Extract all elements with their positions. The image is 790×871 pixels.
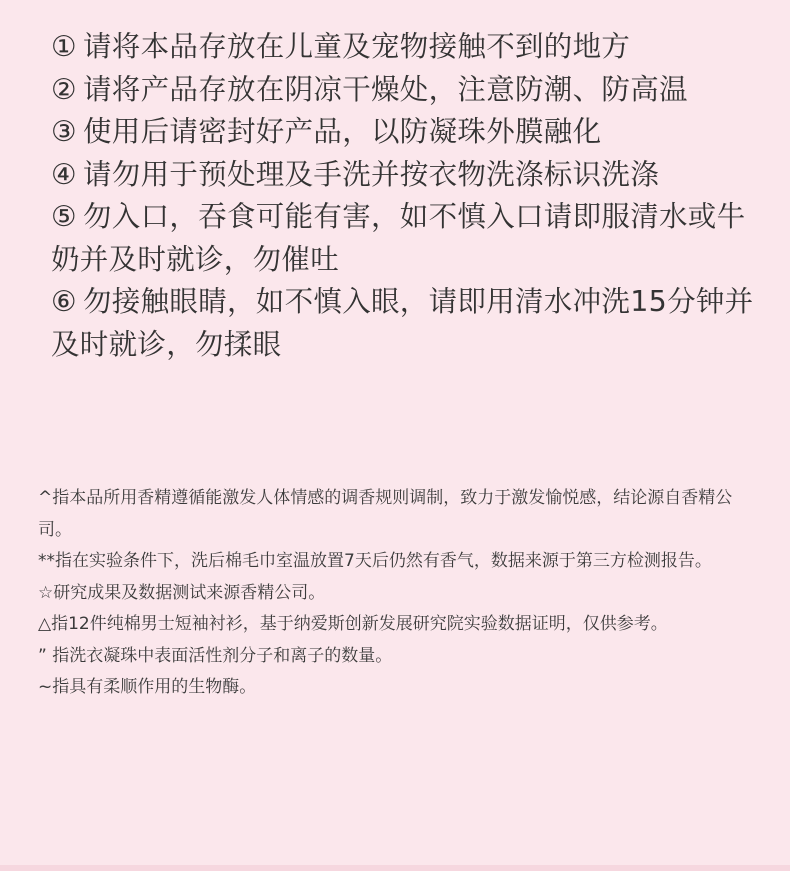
footnote-lasting-scent: **指在实验条件下，洗后棉毛巾室温放置7天后仍然有香气，数据来源于第三方检测报告。 <box>38 551 712 571</box>
warning-number: ② <box>51 72 77 106</box>
warning-number: ⑥ <box>51 285 77 318</box>
footnote-research-source: ☆研究成果及数据测试来源香精公司。 <box>38 582 326 603</box>
warning-text: 请勿用于预处理及手洗并按衣物洗涤标识洗涤 <box>83 157 660 191</box>
warning-item <box>0 196 790 281</box>
warning-item <box>0 111 790 154</box>
footnote-enzyme: ~指具有柔顺作用的生物酶。 <box>38 677 257 697</box>
bottom-divider <box>0 865 790 871</box>
warning-text: 勿入口，吞食可能有害，如不慎入口请即服清水或牛奶并及时就诊，勿催吐 <box>51 200 746 276</box>
warning-item <box>0 154 790 197</box>
warning-text: 请将本品存放在儿童及宠物接触不到的地方 <box>83 30 631 63</box>
warning-text: 请将产品存放在阴凉干燥处，注意防潮、防高温 <box>83 72 688 106</box>
warning-item <box>0 26 790 69</box>
warning-number: ⑤ <box>51 200 77 233</box>
warning-list <box>0 26 790 366</box>
footnote-fragrance: ^指本品所用香精遵循能激发人体情感的调香规则调制，致力于激发愉悦感，结论源自香精公司。 <box>38 488 733 540</box>
warning-text: 勿接触眼睛，如不慎入眼，请即用清水冲洗15分钟并及时就诊，勿揉眼 <box>51 285 754 361</box>
warning-item <box>0 281 790 366</box>
warning-number: ① <box>51 30 77 63</box>
footnote-surfactant: ” 指洗衣凝珠中表面活性剂分子和离子的数量。 <box>38 645 393 666</box>
warning-item <box>0 69 790 112</box>
footnote-list <box>38 483 760 704</box>
warning-number: ④ <box>51 157 77 191</box>
warning-text: 使用后请密封好产品，以防凝珠外膜融化 <box>83 115 602 148</box>
footnote-shirt-test: △指12件纯棉男士短袖衬衫，基于纳爱斯创新发展研究院实验数据证明，仅供参考。 <box>38 614 668 634</box>
warning-number: ③ <box>51 115 77 148</box>
